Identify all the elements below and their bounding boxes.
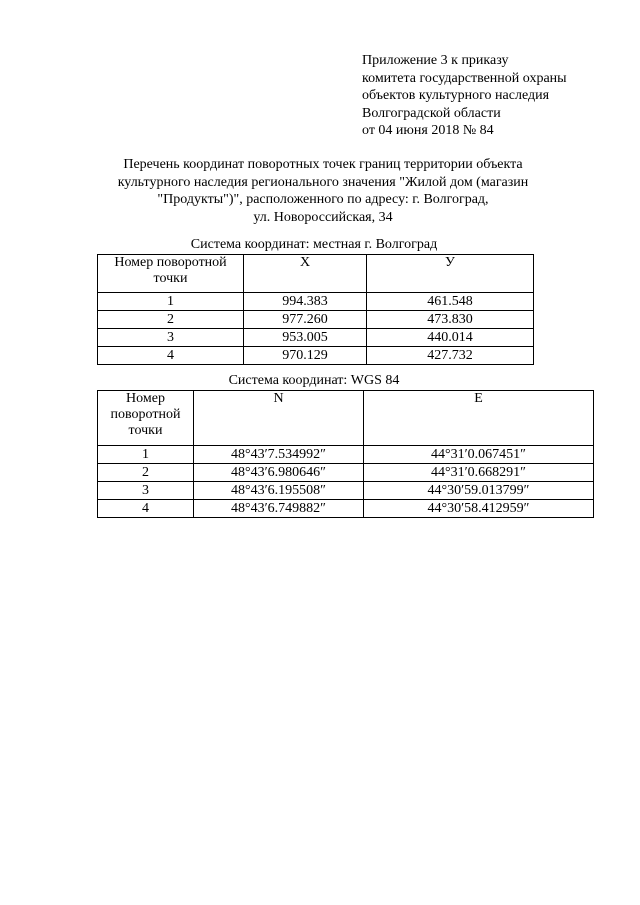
e-cell: 44°30′59.013799″ bbox=[364, 482, 594, 500]
point-number-cell: 3 bbox=[98, 329, 244, 347]
point-number-cell: 4 bbox=[98, 500, 194, 518]
document-title-line: культурного наследия регионального значения "Жилой дом (магазин bbox=[117, 174, 529, 190]
appendix-header-line: комитета государственной охраны bbox=[362, 70, 567, 86]
appendix-header bbox=[362, 52, 632, 140]
document-title bbox=[40, 156, 606, 226]
appendix-header-line: от 04 июня 2018 № 84 bbox=[362, 123, 494, 138]
x-cell: 953.005 bbox=[244, 329, 367, 347]
appendix-header-line: объектов культурного наследия bbox=[362, 88, 550, 103]
table-row bbox=[98, 329, 534, 347]
n-cell: 48°43′6.980646″ bbox=[194, 464, 364, 482]
wgs84-coordinates-table bbox=[97, 390, 594, 518]
e-cell: 44°30′58.412959″ bbox=[364, 500, 594, 518]
local-coordinates-table bbox=[97, 254, 534, 365]
point-number-cell: 1 bbox=[98, 293, 244, 311]
table-row bbox=[98, 464, 594, 482]
point-number-cell: 2 bbox=[98, 311, 244, 329]
n-cell: 48°43′7.534992″ bbox=[194, 446, 364, 464]
document-title-line: "Продукты")", расположенного по адресу: г. Волгоград, bbox=[157, 192, 489, 207]
table-row bbox=[98, 446, 594, 464]
e-cell: 44°31′0.668291″ bbox=[364, 464, 594, 482]
y-cell: 427.732 bbox=[367, 347, 534, 365]
table-header-row bbox=[98, 255, 534, 293]
appendix-header-line: Приложение 3 к приказу bbox=[362, 53, 509, 68]
n-cell: 48°43′6.195508″ bbox=[194, 482, 364, 500]
point-number-cell: 3 bbox=[98, 482, 194, 500]
table-row bbox=[98, 347, 534, 365]
local-table-caption: Система координат: местная г. Волгоград bbox=[190, 237, 438, 252]
y-cell: 473.830 bbox=[367, 311, 534, 329]
wgs-table-caption: Система координат: WGS 84 bbox=[228, 373, 400, 388]
table-row bbox=[98, 482, 594, 500]
x-cell: 977.260 bbox=[244, 311, 367, 329]
document-title-line: ул. Новороссийская, 34 bbox=[253, 209, 393, 225]
e-header: E bbox=[364, 391, 594, 446]
point-number-cell: 1 bbox=[98, 446, 194, 464]
y-cell: 461.548 bbox=[367, 293, 534, 311]
table-row bbox=[98, 293, 534, 311]
document-title-line: Перечень координат поворотных точек границ территории объекта bbox=[123, 157, 523, 172]
x-cell: 994.383 bbox=[244, 293, 367, 311]
y-cell: 440.014 bbox=[367, 329, 534, 347]
point-number-cell: 4 bbox=[98, 347, 244, 365]
point-number-header: Номер поворотной точки bbox=[98, 391, 194, 446]
appendix-header-line: Волгоградской области bbox=[362, 105, 501, 121]
n-cell: 48°43′6.749882″ bbox=[194, 500, 364, 518]
point-number-cell: 2 bbox=[98, 464, 194, 482]
x-header: X bbox=[244, 255, 367, 293]
n-header: N bbox=[194, 391, 364, 446]
table-row bbox=[98, 311, 534, 329]
point-number-header: Номер поворотной точки bbox=[98, 255, 244, 293]
y-header: У bbox=[367, 255, 534, 293]
table-header-row bbox=[98, 391, 594, 446]
table-row bbox=[98, 500, 594, 518]
x-cell: 970.129 bbox=[244, 347, 367, 365]
e-cell: 44°31′0.067451″ bbox=[364, 446, 594, 464]
